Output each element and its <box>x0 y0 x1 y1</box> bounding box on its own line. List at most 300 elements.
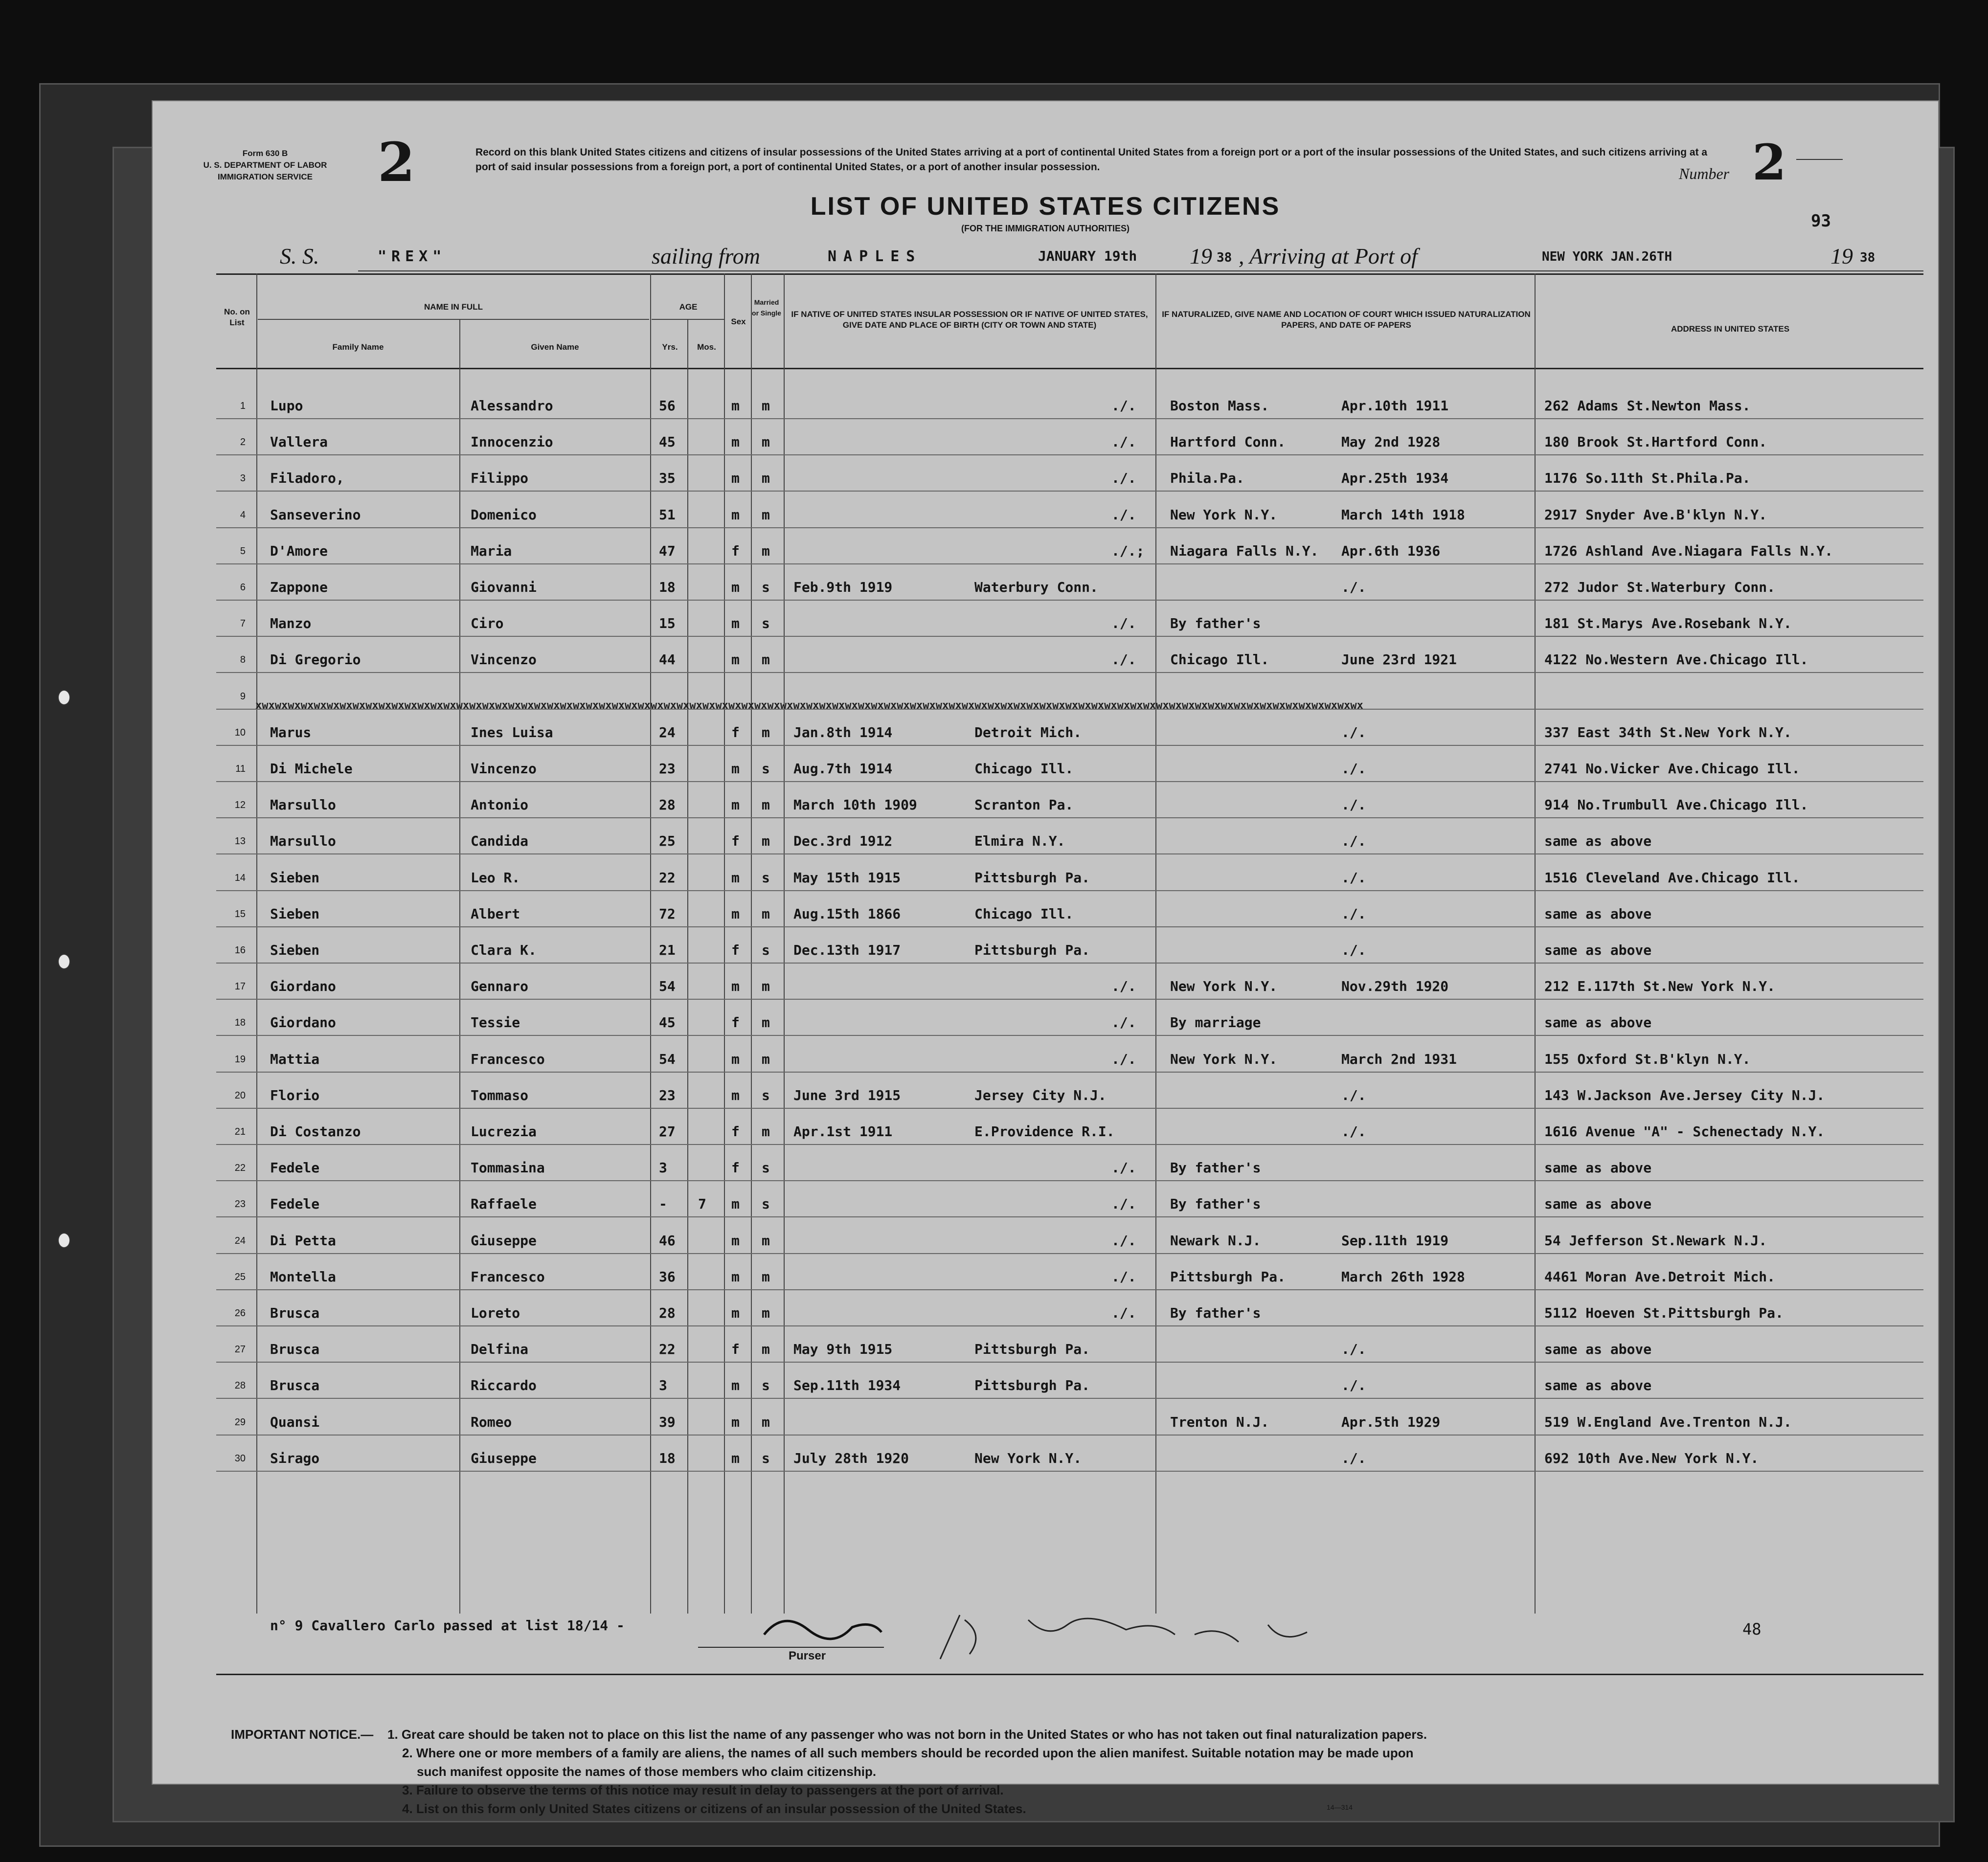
naturalization-date-cell: Apr.25th 1934 <box>1341 470 1449 487</box>
year-from: 38 <box>1217 250 1232 265</box>
marital-status-cell: m <box>762 506 770 523</box>
naturalization-date-cell: ./. <box>1341 1450 1366 1466</box>
marital-status-cell: m <box>762 1413 770 1430</box>
row-rule <box>216 1216 1923 1217</box>
sheet-number: 2 <box>378 131 415 194</box>
age-years-cell: 23 <box>659 1087 676 1103</box>
binder-hole <box>58 954 70 969</box>
birth-place-cell: ./. <box>1111 1232 1136 1249</box>
age-years-cell: 72 <box>659 905 676 922</box>
age-years-cell: 3 <box>659 1160 667 1176</box>
birth-date-cell: Jan.8th 1914 <box>793 724 893 740</box>
number-label: Number <box>1679 165 1730 182</box>
ss-label: S. S. <box>280 244 319 269</box>
marital-status-cell: s <box>762 615 770 632</box>
sex-cell: f <box>731 1160 740 1176</box>
row-number: 11 <box>235 763 246 774</box>
col-rule <box>1155 273 1156 1614</box>
marital-status-cell: s <box>762 1450 770 1466</box>
birth-place-cell: Pittsburgh Pa. <box>974 869 1090 886</box>
sex-cell: m <box>731 1196 740 1212</box>
sex-cell: m <box>731 1087 740 1103</box>
given-name-cell: Albert <box>471 905 520 922</box>
court-cell: New York N.Y. <box>1170 1051 1278 1067</box>
family-name-cell: Marsullo <box>270 833 336 850</box>
page-mark: 48 <box>1742 1620 1762 1638</box>
family-name-cell: Florio <box>270 1087 320 1103</box>
col-rule <box>751 273 752 1614</box>
age-years-cell: 45 <box>659 1014 676 1031</box>
address-cell: 181 St.Marys Ave.Rosebank N.Y. <box>1544 615 1792 632</box>
age-years-cell: 22 <box>659 869 676 886</box>
table-header-rule <box>216 368 1923 369</box>
age-years-cell: 39 <box>659 1413 676 1430</box>
family-name-cell: Sirago <box>270 1450 320 1466</box>
year-to: 38 <box>1860 250 1875 265</box>
row-rule <box>216 1253 1923 1254</box>
given-name-cell: Tommaso <box>471 1087 529 1103</box>
marital-status-cell: m <box>762 1305 770 1321</box>
age-years-cell: 28 <box>659 797 676 813</box>
row-rule <box>216 527 1923 528</box>
court-cell: New York N.Y. <box>1170 978 1278 995</box>
row-number: 2 <box>240 437 246 448</box>
court-cell: By father's <box>1170 615 1261 632</box>
row-number: 27 <box>234 1344 246 1355</box>
birth-place-cell: ./. <box>1111 978 1136 995</box>
naturalization-date-cell: ./. <box>1341 942 1366 958</box>
binder-hole <box>58 1233 70 1248</box>
footer-rule <box>216 1674 1923 1675</box>
row-number: 23 <box>234 1199 246 1210</box>
row-number: 13 <box>234 836 246 847</box>
family-name-cell: Sieben <box>270 942 320 958</box>
sex-cell: m <box>731 651 740 668</box>
court-cell: By marriage <box>1170 1014 1261 1031</box>
year-prefix-from: 19 <box>1190 244 1212 269</box>
marital-status-cell: m <box>762 1232 770 1249</box>
naturalization-date-cell: March 26th 1928 <box>1341 1268 1465 1285</box>
birth-place-cell: ./. <box>1111 651 1136 668</box>
given-name-cell: Vincenzo <box>471 761 537 777</box>
court-cell: Pittsburgh Pa. <box>1170 1268 1286 1285</box>
marital-status-cell: s <box>762 1377 770 1394</box>
row-rule <box>216 963 1923 964</box>
marital-status-cell: m <box>762 1014 770 1031</box>
naturalization-date-cell: Apr.6th 1936 <box>1341 542 1441 559</box>
row-rule <box>216 563 1923 564</box>
address-cell: 180 Brook St.Hartford Conn. <box>1544 434 1767 450</box>
row-rule <box>216 1471 1923 1472</box>
given-name-cell: Filippo <box>471 470 529 487</box>
row-number: 14 <box>234 872 246 883</box>
row-number: 6 <box>240 582 246 593</box>
marital-status-cell: s <box>762 1087 770 1103</box>
row-rule <box>216 781 1923 782</box>
row-rule <box>216 853 1923 854</box>
given-name-cell: Vincenzo <box>471 651 537 668</box>
col-given-header: Given Name <box>531 342 579 352</box>
naturalization-date-cell: ./. <box>1341 797 1366 813</box>
age-months-cell: 7 <box>698 1196 706 1212</box>
notice-item: 4. List on this form only United States citizens or citizens of an insular possession of the United States. <box>402 1801 1026 1816</box>
row-number: 29 <box>234 1416 246 1428</box>
name-sub-rule <box>258 319 649 320</box>
family-name-cell: Fedele <box>270 1196 320 1212</box>
table-top-rule <box>216 273 1923 275</box>
col-rule <box>687 319 688 1614</box>
family-name-cell: Zappone <box>270 579 328 595</box>
age-years-cell: 24 <box>659 724 676 740</box>
col-naturalized-header: IF NATURALIZED, GIVE NAME AND LOCATION OF COURT WHICH ISSUED NATURALIZATION PAPERS, AND DATE OF PAPERS <box>1162 310 1531 330</box>
family-name-cell: Vallera <box>270 434 328 450</box>
marital-status-cell: m <box>762 724 770 740</box>
naturalization-date-cell: ./. <box>1341 869 1366 886</box>
row-rule <box>216 418 1923 419</box>
form-id-line: U. S. DEPARTMENT OF LABOR <box>203 160 327 170</box>
naturalization-date-cell: ./. <box>1341 761 1366 777</box>
birth-date-cell: Aug.15th 1866 <box>793 905 901 922</box>
address-cell: 212 E.117th St.New York N.Y. <box>1544 978 1776 995</box>
row-number: 7 <box>240 618 246 629</box>
family-name-cell: Brusca <box>270 1377 320 1394</box>
age-years-cell: 18 <box>659 579 676 595</box>
given-name-cell: Leo R. <box>471 869 520 886</box>
given-name-cell: Innocenzio <box>471 434 553 450</box>
sex-cell: f <box>731 1014 740 1031</box>
row-number: 9 <box>240 691 246 702</box>
struck-row-9: xwxwxwxwxwxwxwxwxwxwxwxwxwxwxwxwxwxwxwxwxwxwxwxwxwxwxwxwxwxwxwxwxwxwxwxwxwxwxwxwxwxwxwxwxwxwxwxwxwxwxwxwxwxwxwxwxwxwxwxwxwxwxwxwxwxwxwxwxwxwxwxwxwxwxwxwxwxwxwxwxwxwxwxwxwx <box>255 699 1363 712</box>
col-sex-header: Sex <box>731 317 746 326</box>
col-family-header: Family Name <box>332 342 384 352</box>
family-name-cell: Montella <box>270 1268 336 1285</box>
row-rule <box>216 1325 1923 1326</box>
address-cell: 1616 Avenue "A" - Schenectady N.Y. <box>1544 1123 1825 1140</box>
age-years-cell: 22 <box>659 1341 676 1358</box>
given-name-cell: Raffaele <box>471 1196 537 1212</box>
col-birth-header: IF NATIVE OF UNITED STATES INSULAR POSSESSION OR IF NATIVE OF UNITED STATES, GIVE DATE AND PLACE OF BIRTH (CITY OR TOWN AND STATE) <box>791 310 1148 330</box>
sex-cell: f <box>731 942 740 958</box>
given-name-cell: Tommasina <box>471 1160 545 1176</box>
row-rule <box>216 817 1923 818</box>
sex-cell: m <box>731 905 740 922</box>
sex-cell: m <box>731 579 740 595</box>
court-cell: Hartford Conn. <box>1170 434 1286 450</box>
col-age-header: AGE <box>679 302 698 312</box>
given-name-cell: Loreto <box>471 1305 520 1321</box>
court-cell: Phila.Pa. <box>1170 470 1244 487</box>
naturalization-date-cell: ./. <box>1341 724 1366 740</box>
sex-cell: m <box>731 434 740 450</box>
address-cell: 914 No.Trumbull Ave.Chicago Ill. <box>1544 797 1808 813</box>
age-years-cell: 36 <box>659 1268 676 1285</box>
birth-date-cell: May 9th 1915 <box>793 1341 893 1358</box>
court-cell: New York N.Y. <box>1170 506 1278 523</box>
birth-place-cell: Elmira N.Y. <box>974 833 1065 850</box>
family-name-cell: Brusca <box>270 1341 320 1358</box>
birth-place-cell: Pittsburgh Pa. <box>974 942 1090 958</box>
given-name-cell: Giuseppe <box>471 1232 537 1249</box>
address-cell: same as above <box>1544 1196 1652 1212</box>
address-cell: 5112 Hoeven St.Pittsburgh Pa. <box>1544 1305 1784 1321</box>
date-from: JANUARY 19th <box>1038 248 1137 264</box>
sex-cell: m <box>731 869 740 886</box>
row-rule <box>216 454 1923 455</box>
court-cell: Newark N.J. <box>1170 1232 1261 1249</box>
marital-status-cell: m <box>762 651 770 668</box>
given-name-cell: Romeo <box>471 1413 512 1430</box>
birth-place-cell: Jersey City N.J. <box>974 1087 1107 1103</box>
sex-cell: m <box>731 761 740 777</box>
given-name-cell: Maria <box>471 542 512 559</box>
court-cell: Chicago Ill. <box>1170 651 1269 668</box>
age-years-cell: 23 <box>659 761 676 777</box>
row-number: 4 <box>240 509 246 520</box>
birth-place-cell: Waterbury Conn. <box>974 579 1098 595</box>
address-cell: 2917 Snyder Ave.B'klyn N.Y. <box>1544 506 1767 523</box>
sex-cell: m <box>731 797 740 813</box>
marital-status-cell: m <box>762 797 770 813</box>
marital-status-cell: s <box>762 942 770 958</box>
row-rule <box>216 491 1923 492</box>
naturalization-date-cell: Sep.11th 1919 <box>1341 1232 1449 1249</box>
marital-status-cell: m <box>762 1051 770 1067</box>
marital-status-cell: s <box>762 761 770 777</box>
court-cell: By father's <box>1170 1305 1261 1321</box>
address-cell: 2741 No.Vicker Ave.Chicago Ill. <box>1544 761 1800 777</box>
purser-line <box>698 1647 884 1648</box>
age-years-cell: 51 <box>659 506 676 523</box>
form-code: 14—314 <box>1327 1803 1353 1811</box>
address-cell: same as above <box>1544 1160 1652 1176</box>
address-cell: same as above <box>1544 833 1652 850</box>
birth-date-cell: June 3rd 1915 <box>793 1087 901 1103</box>
address-cell: same as above <box>1544 1014 1652 1031</box>
given-name-cell: Francesco <box>471 1051 545 1067</box>
voyage-underline <box>358 270 1923 271</box>
address-cell: 272 Judor St.Waterbury Conn. <box>1544 579 1776 595</box>
sex-cell: m <box>731 1232 740 1249</box>
sex-cell: m <box>731 1413 740 1430</box>
row-rule <box>216 1398 1923 1399</box>
row-rule <box>216 890 1923 891</box>
age-years-cell: 25 <box>659 833 676 850</box>
marital-status-cell: m <box>762 833 770 850</box>
notice-item: 2. Where one or more members of a family are aliens, the names of all such members should be recorded upon the alien manifest. Suitable notation may be made upon <box>402 1746 1414 1760</box>
birth-date-cell: Dec.13th 1917 <box>793 942 901 958</box>
row-rule <box>216 1035 1923 1036</box>
given-name-cell: Antonio <box>471 797 529 813</box>
sex-cell: f <box>731 1123 740 1140</box>
birth-place-cell: ./. <box>1111 1051 1136 1067</box>
notice-item: 3. Failure to observe the terms of this notice may result in delay to passengers at the port of arrival. <box>402 1783 1004 1797</box>
given-name-cell: Lucrezia <box>471 1123 537 1140</box>
given-name-cell: Domenico <box>471 506 537 523</box>
row-number: 30 <box>234 1453 246 1464</box>
col-yrs-header: Yrs. <box>662 342 678 352</box>
notice-item: such manifest opposite the names of those members who claim citizenship. <box>417 1764 877 1779</box>
court-cell: Trenton N.J. <box>1170 1413 1269 1430</box>
address-cell: 1726 Ashland Ave.Niagara Falls N.Y. <box>1544 542 1833 559</box>
family-name-cell: Mattia <box>270 1051 320 1067</box>
row-number: 5 <box>240 545 246 557</box>
birth-place-cell: ./. <box>1111 1160 1136 1176</box>
given-name-cell: Alessandro <box>471 398 553 414</box>
row-number: 10 <box>234 727 246 738</box>
age-years-cell: 35 <box>659 470 676 487</box>
family-name-cell: D'Amore <box>270 542 328 559</box>
birth-date-cell: Feb.9th 1919 <box>793 579 893 595</box>
row-number: 18 <box>234 1017 246 1029</box>
birth-place-cell: ./. <box>1111 434 1136 450</box>
row-number: 22 <box>234 1163 246 1174</box>
row-number: 21 <box>234 1126 246 1137</box>
col-mos-header: Mos. <box>697 342 716 352</box>
col-married-header: Married or Single <box>752 298 781 317</box>
birth-date-cell: Sep.11th 1934 <box>793 1377 901 1394</box>
birth-date-cell: May 15th 1915 <box>793 869 901 886</box>
row-number: 1 <box>240 401 246 411</box>
marital-status-cell: m <box>762 905 770 922</box>
notice-heading: IMPORTANT NOTICE.— <box>231 1727 374 1742</box>
birth-place-cell: E.Providence R.I. <box>974 1123 1115 1140</box>
family-name-cell: Giordano <box>270 978 336 995</box>
birth-place-cell: ./. <box>1111 615 1136 632</box>
naturalization-date-cell: ./. <box>1341 905 1366 922</box>
family-name-cell: Di Gregorio <box>270 651 361 668</box>
birth-date-cell: Dec.3rd 1912 <box>793 833 893 850</box>
birth-place-cell: Scranton Pa. <box>974 797 1074 813</box>
marital-status-cell: s <box>762 579 770 595</box>
sex-cell: m <box>731 398 740 414</box>
family-name-cell: Marsullo <box>270 797 336 813</box>
birth-place-cell: Chicago Ill. <box>974 905 1074 922</box>
row-rule <box>216 1362 1923 1363</box>
age-years-cell: 3 <box>659 1377 667 1394</box>
family-name-cell: Marus <box>270 724 312 740</box>
row-rule <box>216 1108 1923 1109</box>
col-no-header: No. on List <box>224 307 250 327</box>
family-name-cell: Lupo <box>270 398 303 414</box>
intro-text: Record on this blank United States citizens and citizens of insular possessions of the United States arriving at a port of continental United States from a foreign port or a port of the insular possessions of the United States, and such citizens arriving at a port of said insular possessions from a foreign port, a port of continental United States, or a port of another insular possession. <box>475 147 1708 173</box>
given-name-cell: Tessie <box>471 1014 520 1031</box>
form-id-block <box>187 148 343 183</box>
form-id-line: IMMIGRATION SERVICE <box>218 172 313 181</box>
birth-place-cell: Detroit Mich. <box>974 724 1082 740</box>
given-name-cell: Giovanni <box>471 579 537 595</box>
number-underline <box>1796 159 1843 160</box>
marital-status-cell: s <box>762 1160 770 1176</box>
naturalization-date-cell: ./. <box>1341 579 1366 595</box>
given-name-cell: Riccardo <box>471 1377 537 1394</box>
col-name-header: NAME IN FULL <box>424 302 483 312</box>
birth-date-cell: July 28th 1920 <box>793 1450 909 1466</box>
given-name-cell: Candida <box>471 833 529 850</box>
family-name-cell: Sieben <box>270 869 320 886</box>
birth-place-cell: ./. <box>1111 1305 1136 1321</box>
age-years-cell: 46 <box>659 1232 676 1249</box>
naturalization-date-cell: March 2nd 1931 <box>1341 1051 1457 1067</box>
age-years-cell: 54 <box>659 1051 676 1067</box>
page-title: LIST OF UNITED STATES CITIZENS <box>810 192 1281 221</box>
address-cell: 1176 So.11th St.Phila.Pa. <box>1544 470 1751 487</box>
court-cell: By father's <box>1170 1160 1261 1176</box>
address-cell: 143 W.Jackson Ave.Jersey City N.J. <box>1544 1087 1825 1103</box>
age-years-cell: 45 <box>659 434 676 450</box>
naturalization-date-cell: March 14th 1918 <box>1341 506 1465 523</box>
given-name-cell: Delfina <box>471 1341 529 1358</box>
marital-status-cell: m <box>762 1123 770 1140</box>
age-years-cell: - <box>659 1196 667 1212</box>
marital-status-cell: m <box>762 978 770 995</box>
given-name-cell: Giuseppe <box>471 1450 537 1466</box>
birth-place-cell: Chicago Ill. <box>974 761 1074 777</box>
birth-place-cell: ./. <box>1111 470 1136 487</box>
naturalization-date-cell: ./. <box>1341 1377 1366 1394</box>
sex-cell: m <box>731 978 740 995</box>
family-name-cell: Manzo <box>270 615 312 632</box>
row-rule <box>216 999 1923 1000</box>
marital-status-cell: m <box>762 434 770 450</box>
address-cell: 519 W.England Ave.Trenton N.J. <box>1544 1413 1792 1430</box>
family-name-cell: Sanseverino <box>270 506 361 523</box>
corner-note: 93 <box>1811 211 1831 231</box>
col-rule <box>724 273 725 1614</box>
birth-place-cell: Pittsburgh Pa. <box>974 1377 1090 1394</box>
age-years-cell: 54 <box>659 978 676 995</box>
family-name-cell: Fedele <box>270 1160 320 1176</box>
birth-date-cell: Aug.7th 1914 <box>793 761 893 777</box>
sex-cell: m <box>731 615 740 632</box>
port-from: NAPLES <box>828 248 922 265</box>
naturalization-date-cell: ./. <box>1341 833 1366 850</box>
age-sub-rule <box>652 319 725 320</box>
row-number: 3 <box>240 473 246 484</box>
address-cell: 4122 No.Western Ave.Chicago Ill. <box>1544 651 1808 668</box>
row-rule <box>216 1180 1923 1181</box>
birth-place-cell: Pittsburgh Pa. <box>974 1341 1090 1358</box>
age-years-cell: 56 <box>659 398 676 414</box>
row-rule <box>216 636 1923 637</box>
address-cell: 4461 Moran Ave.Detroit Mich. <box>1544 1268 1776 1285</box>
marital-status-cell: m <box>762 1341 770 1358</box>
col-rule <box>459 319 460 1614</box>
address-cell: same as above <box>1544 905 1652 922</box>
sex-cell: m <box>731 470 740 487</box>
purser-label: Purser <box>789 1649 826 1662</box>
naturalization-date-cell: May 2nd 1928 <box>1341 434 1441 450</box>
address-cell: 337 East 34th St.New York N.Y. <box>1544 724 1792 740</box>
col-rule <box>1535 273 1536 1614</box>
sex-cell: f <box>731 724 740 740</box>
row-number: 28 <box>234 1380 246 1391</box>
row-number: 15 <box>234 908 246 920</box>
marital-status-cell: s <box>762 1196 770 1212</box>
naturalization-date-cell: ./. <box>1341 1341 1366 1358</box>
sex-cell: m <box>731 1051 740 1067</box>
given-name-cell: Francesco <box>471 1268 545 1285</box>
birth-place-cell: ./.; <box>1111 542 1145 559</box>
footnote-cavallero: n° 9 Cavallero Carlo passed at list 18/14 - <box>270 1617 625 1634</box>
row-rule <box>216 926 1923 927</box>
sex-cell: m <box>731 1268 740 1285</box>
family-name-cell: Quansi <box>270 1413 320 1430</box>
form-id-line: Form 630 B <box>242 149 288 158</box>
address-cell: same as above <box>1544 1377 1652 1394</box>
row-number: 17 <box>234 981 246 992</box>
court-cell: Boston Mass. <box>1170 398 1269 414</box>
naturalization-date-cell: ./. <box>1341 1087 1366 1103</box>
